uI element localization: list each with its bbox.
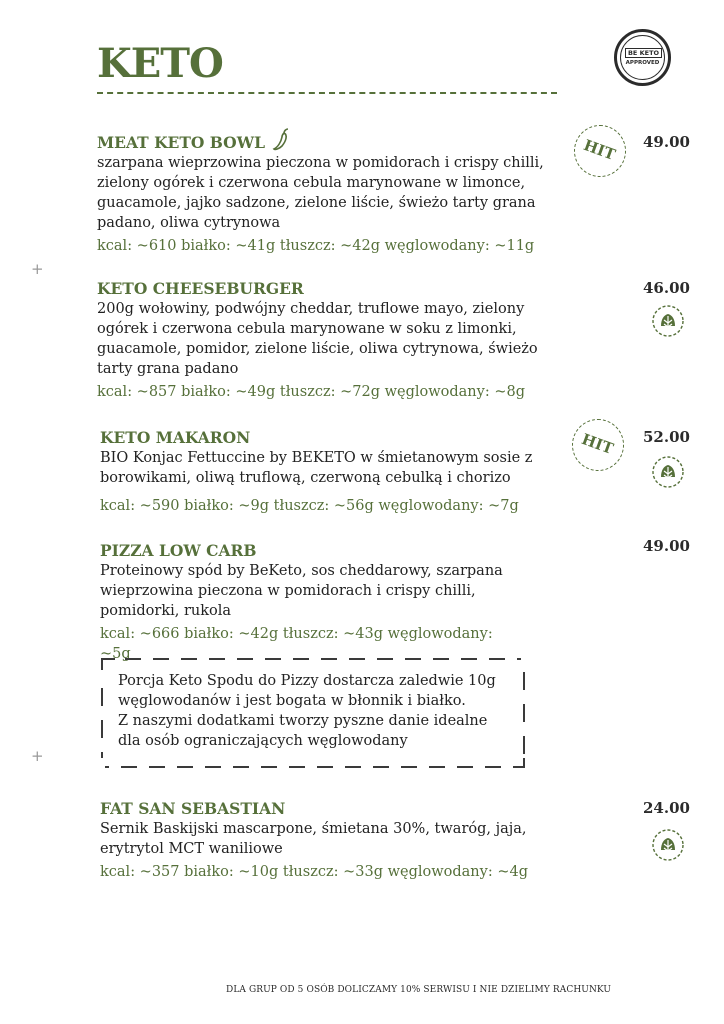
menu-item (100, 428, 540, 516)
hit-label: HIT (579, 430, 616, 458)
gluten-free-icon (651, 304, 685, 338)
item-description: Proteinowy spód by BeKeto, sos cheddarowy, szarpana wieprzowina pieczona w pomidorach i crispy chilli, pomidorki, rukola (100, 563, 503, 619)
item-nutrition: kcal: ~357 białko: ~10g tłuszcz: ~33g węglowodany: ~4g (100, 864, 528, 880)
info-box-text (118, 671, 518, 751)
badge-brand-text: BE KETO (625, 48, 662, 58)
item-name: KETO CHEESEBURGER (97, 279, 304, 298)
item-name: MEAT KETO BOWL (97, 133, 265, 152)
item-price: 49.00 (643, 537, 690, 555)
footer-note: DLA GRUP OD 5 OSÓB DOLICZAMY 10% SERWISU I NIE DZIELIMY RACHUNKU (226, 985, 612, 995)
badge-approved-text: APPROVED (625, 60, 660, 66)
item-description: szarpana wieprzowina pieczona w pomidorach i crispy chilli, zielony ogórek i czerwona cebula marynowane w limonce, guacamole, jajko sadzone, zielone liście, świeżo tarty grana padano, oliwa cytrynowa (97, 155, 544, 231)
page-title: KETO (97, 40, 223, 87)
info-line: Z naszymi dodatkami tworzy pyszne danie idealne (118, 713, 488, 729)
item-name: PIZZA LOW CARB (100, 541, 257, 560)
crop-mark-icon: + (31, 260, 44, 278)
menu-item (97, 128, 597, 256)
item-description: 200g wołowiny, podwójny cheddar, truflowe mayo, zielony ogórek i czerwona cebula marynowane w soku z limonki, guacamole, pomidor, zielone liście, oliwa cytrynowa, świeżo tarty grana padano (97, 301, 538, 377)
menu-item (97, 279, 567, 402)
be-keto-approved-badge (614, 29, 671, 86)
item-price: 49.00 (643, 133, 690, 151)
item-price: 24.00 (643, 799, 690, 817)
gluten-free-icon (651, 828, 685, 862)
item-nutrition: kcal: ~610 białko: ~41g tłuszcz: ~42g węglowodany: ~11g (97, 238, 535, 254)
info-line: dla osób ograniczających węglowodany (118, 733, 408, 749)
gluten-free-icon (651, 455, 685, 489)
item-description: BIO Konjac Fettuccine by BEKETO w śmietanowym sosie z borowikami, oliwą truflową, czerwoną cebulką i chorizo (100, 450, 533, 486)
chili-pepper-icon (272, 128, 292, 152)
item-price: 46.00 (643, 279, 690, 297)
crop-mark-icon: + (31, 747, 44, 765)
hit-label: HIT (581, 136, 618, 164)
item-nutrition: kcal: ~857 białko: ~49g tłuszcz: ~72g węglowodany: ~8g (97, 384, 525, 400)
info-line: węglowodanów i jest bogata w błonnik i białko. (118, 693, 466, 709)
menu-item (100, 799, 560, 882)
hit-badge (574, 125, 626, 177)
menu-item (100, 541, 520, 664)
item-name: FAT SAN SEBASTIAN (100, 799, 286, 818)
item-description: Sernik Baskijski mascarpone, śmietana 30%, twaróg, jaja, erytrytol MCT waniliowe (100, 821, 527, 857)
pizza-info-box (101, 658, 525, 768)
item-name: KETO MAKARON (100, 428, 251, 447)
item-nutrition: kcal: ~666 białko: ~42g tłuszcz: ~43g węglowodany: ~5g (100, 626, 493, 662)
title-divider (97, 92, 557, 94)
item-price: 52.00 (643, 428, 690, 446)
hit-badge (572, 419, 624, 471)
info-line: Porcja Keto Spodu do Pizzy dostarcza zaledwie 10g (118, 673, 496, 689)
item-nutrition: kcal: ~590 białko: ~9g tłuszcz: ~56g węglowodany: ~7g (100, 498, 519, 514)
